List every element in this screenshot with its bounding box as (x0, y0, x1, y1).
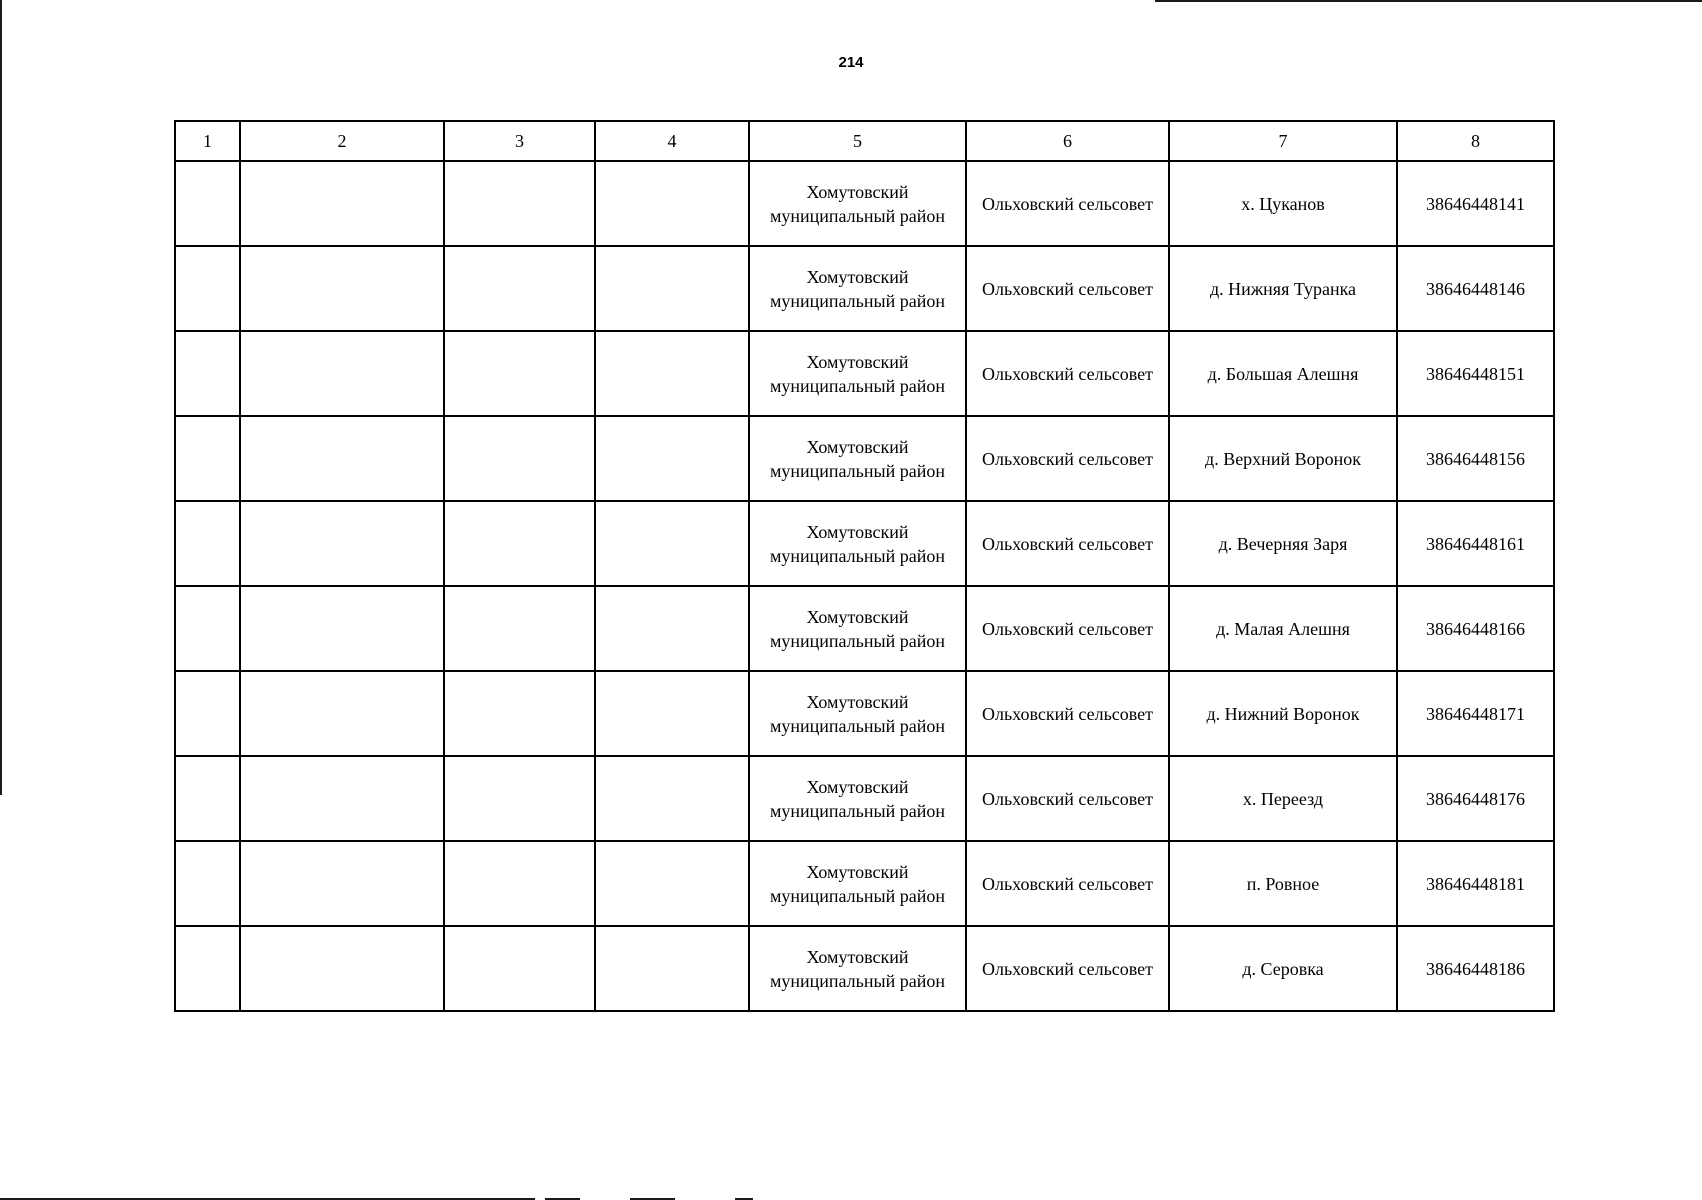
council-cell: Ольховский сельсовет (966, 161, 1169, 246)
council-cell: Ольховский сельсовет (966, 246, 1169, 331)
empty-cell (240, 671, 444, 756)
column-header: 2 (240, 121, 444, 161)
district-type: муниципальный район (769, 885, 945, 906)
district-cell (749, 756, 966, 841)
district-type: муниципальный район (769, 205, 945, 226)
table-row (175, 331, 1554, 416)
empty-cell (175, 926, 240, 1011)
empty-cell (240, 246, 444, 331)
empty-cell (444, 161, 595, 246)
empty-cell (240, 331, 444, 416)
settlement-cell: д. Большая Алешня (1169, 331, 1397, 416)
column-header: 3 (444, 121, 595, 161)
settlement-cell: д. Верхний Воронок (1169, 416, 1397, 501)
district-cell (749, 671, 966, 756)
table-row (175, 501, 1554, 586)
district-name: Хомутовский (806, 691, 909, 712)
settlement-cell: х. Цуканов (1169, 161, 1397, 246)
empty-cell (595, 926, 749, 1011)
empty-cell (595, 756, 749, 841)
empty-cell (175, 841, 240, 926)
empty-cell (444, 416, 595, 501)
empty-cell (240, 841, 444, 926)
code-cell: 38646448141 (1397, 161, 1554, 246)
empty-cell (175, 586, 240, 671)
scan-edge-line-left (0, 0, 2, 795)
table-row (175, 841, 1554, 926)
district-type: муниципальный район (769, 375, 945, 396)
district-type: муниципальный район (769, 460, 945, 481)
empty-cell (175, 501, 240, 586)
code-cell: 38646448146 (1397, 246, 1554, 331)
empty-cell (444, 246, 595, 331)
council-cell: Ольховский сельсовет (966, 926, 1169, 1011)
empty-cell (444, 841, 595, 926)
empty-cell (444, 331, 595, 416)
empty-cell (444, 501, 595, 586)
district-name: Хомутовский (806, 436, 909, 457)
column-header: 1 (175, 121, 240, 161)
district-type: муниципальный район (769, 715, 945, 736)
district-name: Хомутовский (806, 946, 909, 967)
column-header: 6 (966, 121, 1169, 161)
empty-cell (240, 926, 444, 1011)
empty-cell (240, 756, 444, 841)
council-cell: Ольховский сельсовет (966, 841, 1169, 926)
empty-cell (444, 586, 595, 671)
council-cell: Ольховский сельсовет (966, 501, 1169, 586)
council-cell: Ольховский сельсовет (966, 671, 1169, 756)
code-cell: 38646448156 (1397, 416, 1554, 501)
column-header: 8 (1397, 121, 1554, 161)
empty-cell (595, 416, 749, 501)
table-row (175, 586, 1554, 671)
empty-cell (444, 756, 595, 841)
code-cell: 38646448151 (1397, 331, 1554, 416)
empty-cell (595, 161, 749, 246)
table-body (175, 161, 1554, 1011)
empty-cell (595, 841, 749, 926)
table-row (175, 671, 1554, 756)
empty-cell (595, 586, 749, 671)
district-name: Хомутовский (806, 266, 909, 287)
scan-edge-line-top (1155, 0, 1702, 2)
column-header: 4 (595, 121, 749, 161)
code-cell: 38646448181 (1397, 841, 1554, 926)
code-cell: 38646448176 (1397, 756, 1554, 841)
district-type: муниципальный район (769, 630, 945, 651)
district-name: Хомутовский (806, 351, 909, 372)
empty-cell (175, 416, 240, 501)
empty-cell (595, 671, 749, 756)
code-cell: 38646448161 (1397, 501, 1554, 586)
council-cell: Ольховский сельсовет (966, 586, 1169, 671)
district-type: муниципальный район (769, 290, 945, 311)
district-type: муниципальный район (769, 545, 945, 566)
table-row (175, 161, 1554, 246)
code-cell: 38646448171 (1397, 671, 1554, 756)
settlement-cell: д. Вечерняя Заря (1169, 501, 1397, 586)
empty-cell (175, 161, 240, 246)
district-cell (749, 246, 966, 331)
empty-cell (175, 246, 240, 331)
empty-cell (240, 161, 444, 246)
empty-cell (175, 331, 240, 416)
empty-cell (444, 926, 595, 1011)
empty-cell (240, 501, 444, 586)
table-row (175, 756, 1554, 841)
empty-cell (240, 586, 444, 671)
district-cell (749, 926, 966, 1011)
council-cell: Ольховский сельсовет (966, 756, 1169, 841)
district-type: муниципальный район (769, 970, 945, 991)
table-row (175, 926, 1554, 1011)
column-header: 7 (1169, 121, 1397, 161)
empty-cell (595, 331, 749, 416)
district-name: Хомутовский (806, 861, 909, 882)
settlement-cell: д. Нижний Воронок (1169, 671, 1397, 756)
settlement-cell: х. Переезд (1169, 756, 1397, 841)
code-cell: 38646448186 (1397, 926, 1554, 1011)
empty-cell (444, 671, 595, 756)
district-name: Хомутовский (806, 606, 909, 627)
council-cell: Ольховский сельсовет (966, 331, 1169, 416)
settlement-cell: д. Серовка (1169, 926, 1397, 1011)
settlements-table (174, 120, 1555, 1012)
empty-cell (240, 416, 444, 501)
code-cell: 38646448166 (1397, 586, 1554, 671)
empty-cell (175, 756, 240, 841)
district-name: Хомутовский (806, 181, 909, 202)
page-number: 214 (838, 54, 864, 71)
district-type: муниципальный район (769, 800, 945, 821)
settlement-cell: д. Нижняя Туранка (1169, 246, 1397, 331)
district-cell (749, 841, 966, 926)
district-name: Хомутовский (806, 776, 909, 797)
settlement-cell: п. Ровное (1169, 841, 1397, 926)
table-row (175, 246, 1554, 331)
district-cell (749, 416, 966, 501)
table-header-row (175, 121, 1554, 161)
council-cell: Ольховский сельсовет (966, 416, 1169, 501)
district-cell (749, 331, 966, 416)
district-cell (749, 161, 966, 246)
column-header: 5 (749, 121, 966, 161)
table-row (175, 416, 1554, 501)
district-cell (749, 501, 966, 586)
district-cell (749, 586, 966, 671)
settlement-cell: д. Малая Алешня (1169, 586, 1397, 671)
empty-cell (595, 246, 749, 331)
district-name: Хомутовский (806, 521, 909, 542)
empty-cell (595, 501, 749, 586)
empty-cell (175, 671, 240, 756)
